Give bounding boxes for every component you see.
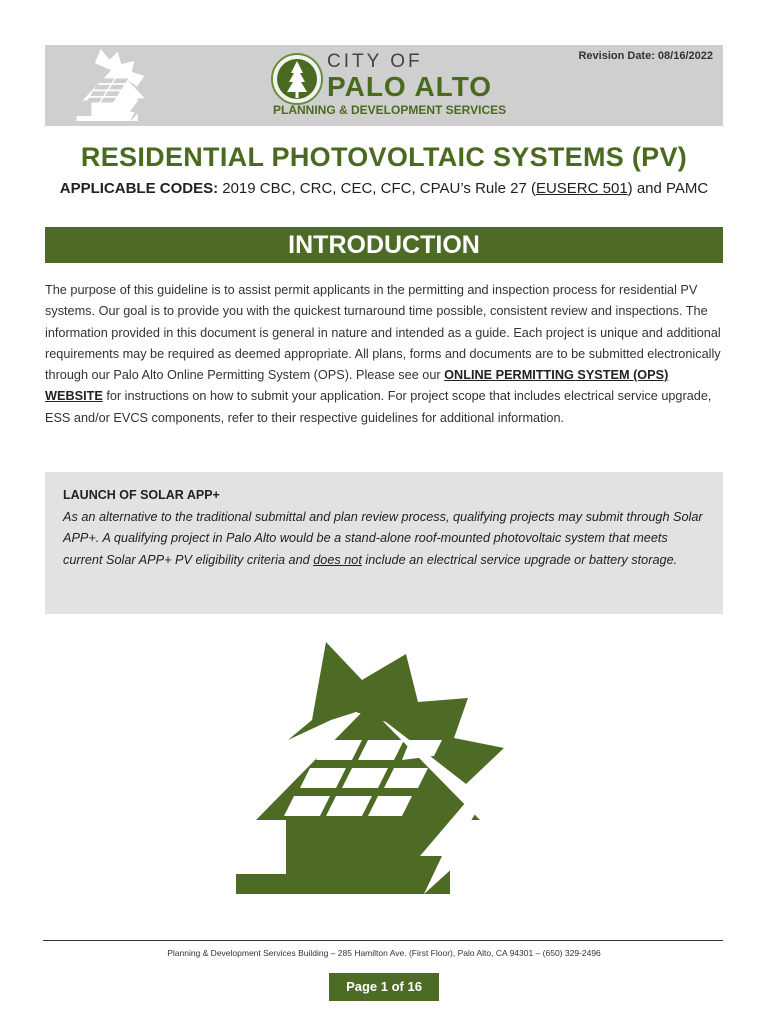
revision-date: Revision Date: 08/16/2022: [578, 50, 713, 62]
ops-website-link[interactable]: ONLINE PERMITTING SYSTEM (OPS) WEBSITE: [45, 368, 669, 404]
euserc-link[interactable]: EUSERC 501: [535, 180, 628, 197]
applicable-codes: [0, 180, 768, 197]
city-of-label: CITY OF: [327, 51, 423, 72]
codes-pamc: and PAMC: [632, 180, 709, 197]
document-title: RESIDENTIAL PHOTOVOLTAIC SYSTEMS (PV): [80, 142, 688, 172]
header-band: [45, 45, 723, 126]
notice-text-start: As an alternative to the traditional submittal and plan review process, qualifying projects may submit through Solar APP+. A qualifying project in Palo Alto would be a stand-alone roof-mounted photovoltaic system that meets current Solar APP+ PV eligibility criteria and: [63, 510, 703, 567]
codes-close: ): [627, 180, 633, 197]
introduction-paragraph: [45, 280, 725, 429]
notice-does-not: does not: [313, 552, 362, 567]
solar-app-notice: [45, 472, 723, 614]
notice-text-end: include an electrical service upgrade or battery storage.: [361, 552, 678, 567]
notice-body: [63, 507, 708, 571]
page-number: Page 1 of 16: [329, 973, 439, 1001]
intro-text-end: for instructions on how to submit your application. For project scope that includes electrical service upgrade, ESS and/or EVCS components, refer to their respective guidelines for additional information.: [45, 389, 712, 425]
solar-house-icon: [75, 49, 157, 123]
intro-text-start: The purpose of this guideline is to assist permit applicants in the permitting and inspection process for residential PV systems. Our goal is to provide you with the quickest turnaround time possible, consistent review and inspections. The information provided in this document is general in nature and intended as a guide. Each project is unique and additional requirements may be required as deemed appropriate. All plans, forms and documents are to be submitted electronically through our Palo Alto Online Permitting System (OPS). Please see our: [45, 283, 721, 383]
codes-label: APPLICABLE CODES:: [59, 180, 219, 197]
footer-divider: [43, 940, 723, 941]
department-label: PLANNING & DEVELOPMENT SERVICES: [273, 103, 507, 117]
footer-address: Planning & Development Services Building – 285 Hamilton Ave. (First Floor), Palo Alto, CA 94301 – (650) 329-2496: [167, 948, 601, 958]
solar-house-icon: [236, 642, 504, 894]
city-tree-logo: [271, 53, 323, 105]
introduction-heading: INTRODUCTION: [45, 227, 723, 263]
codes-list: 2019 CBC, CRC, CEC, CFC, CPAU’s Rule 27 (: [222, 180, 536, 197]
palo-alto-label: PALO ALTO: [327, 71, 493, 102]
notice-title: LAUNCH OF SOLAR APP+: [63, 488, 220, 502]
